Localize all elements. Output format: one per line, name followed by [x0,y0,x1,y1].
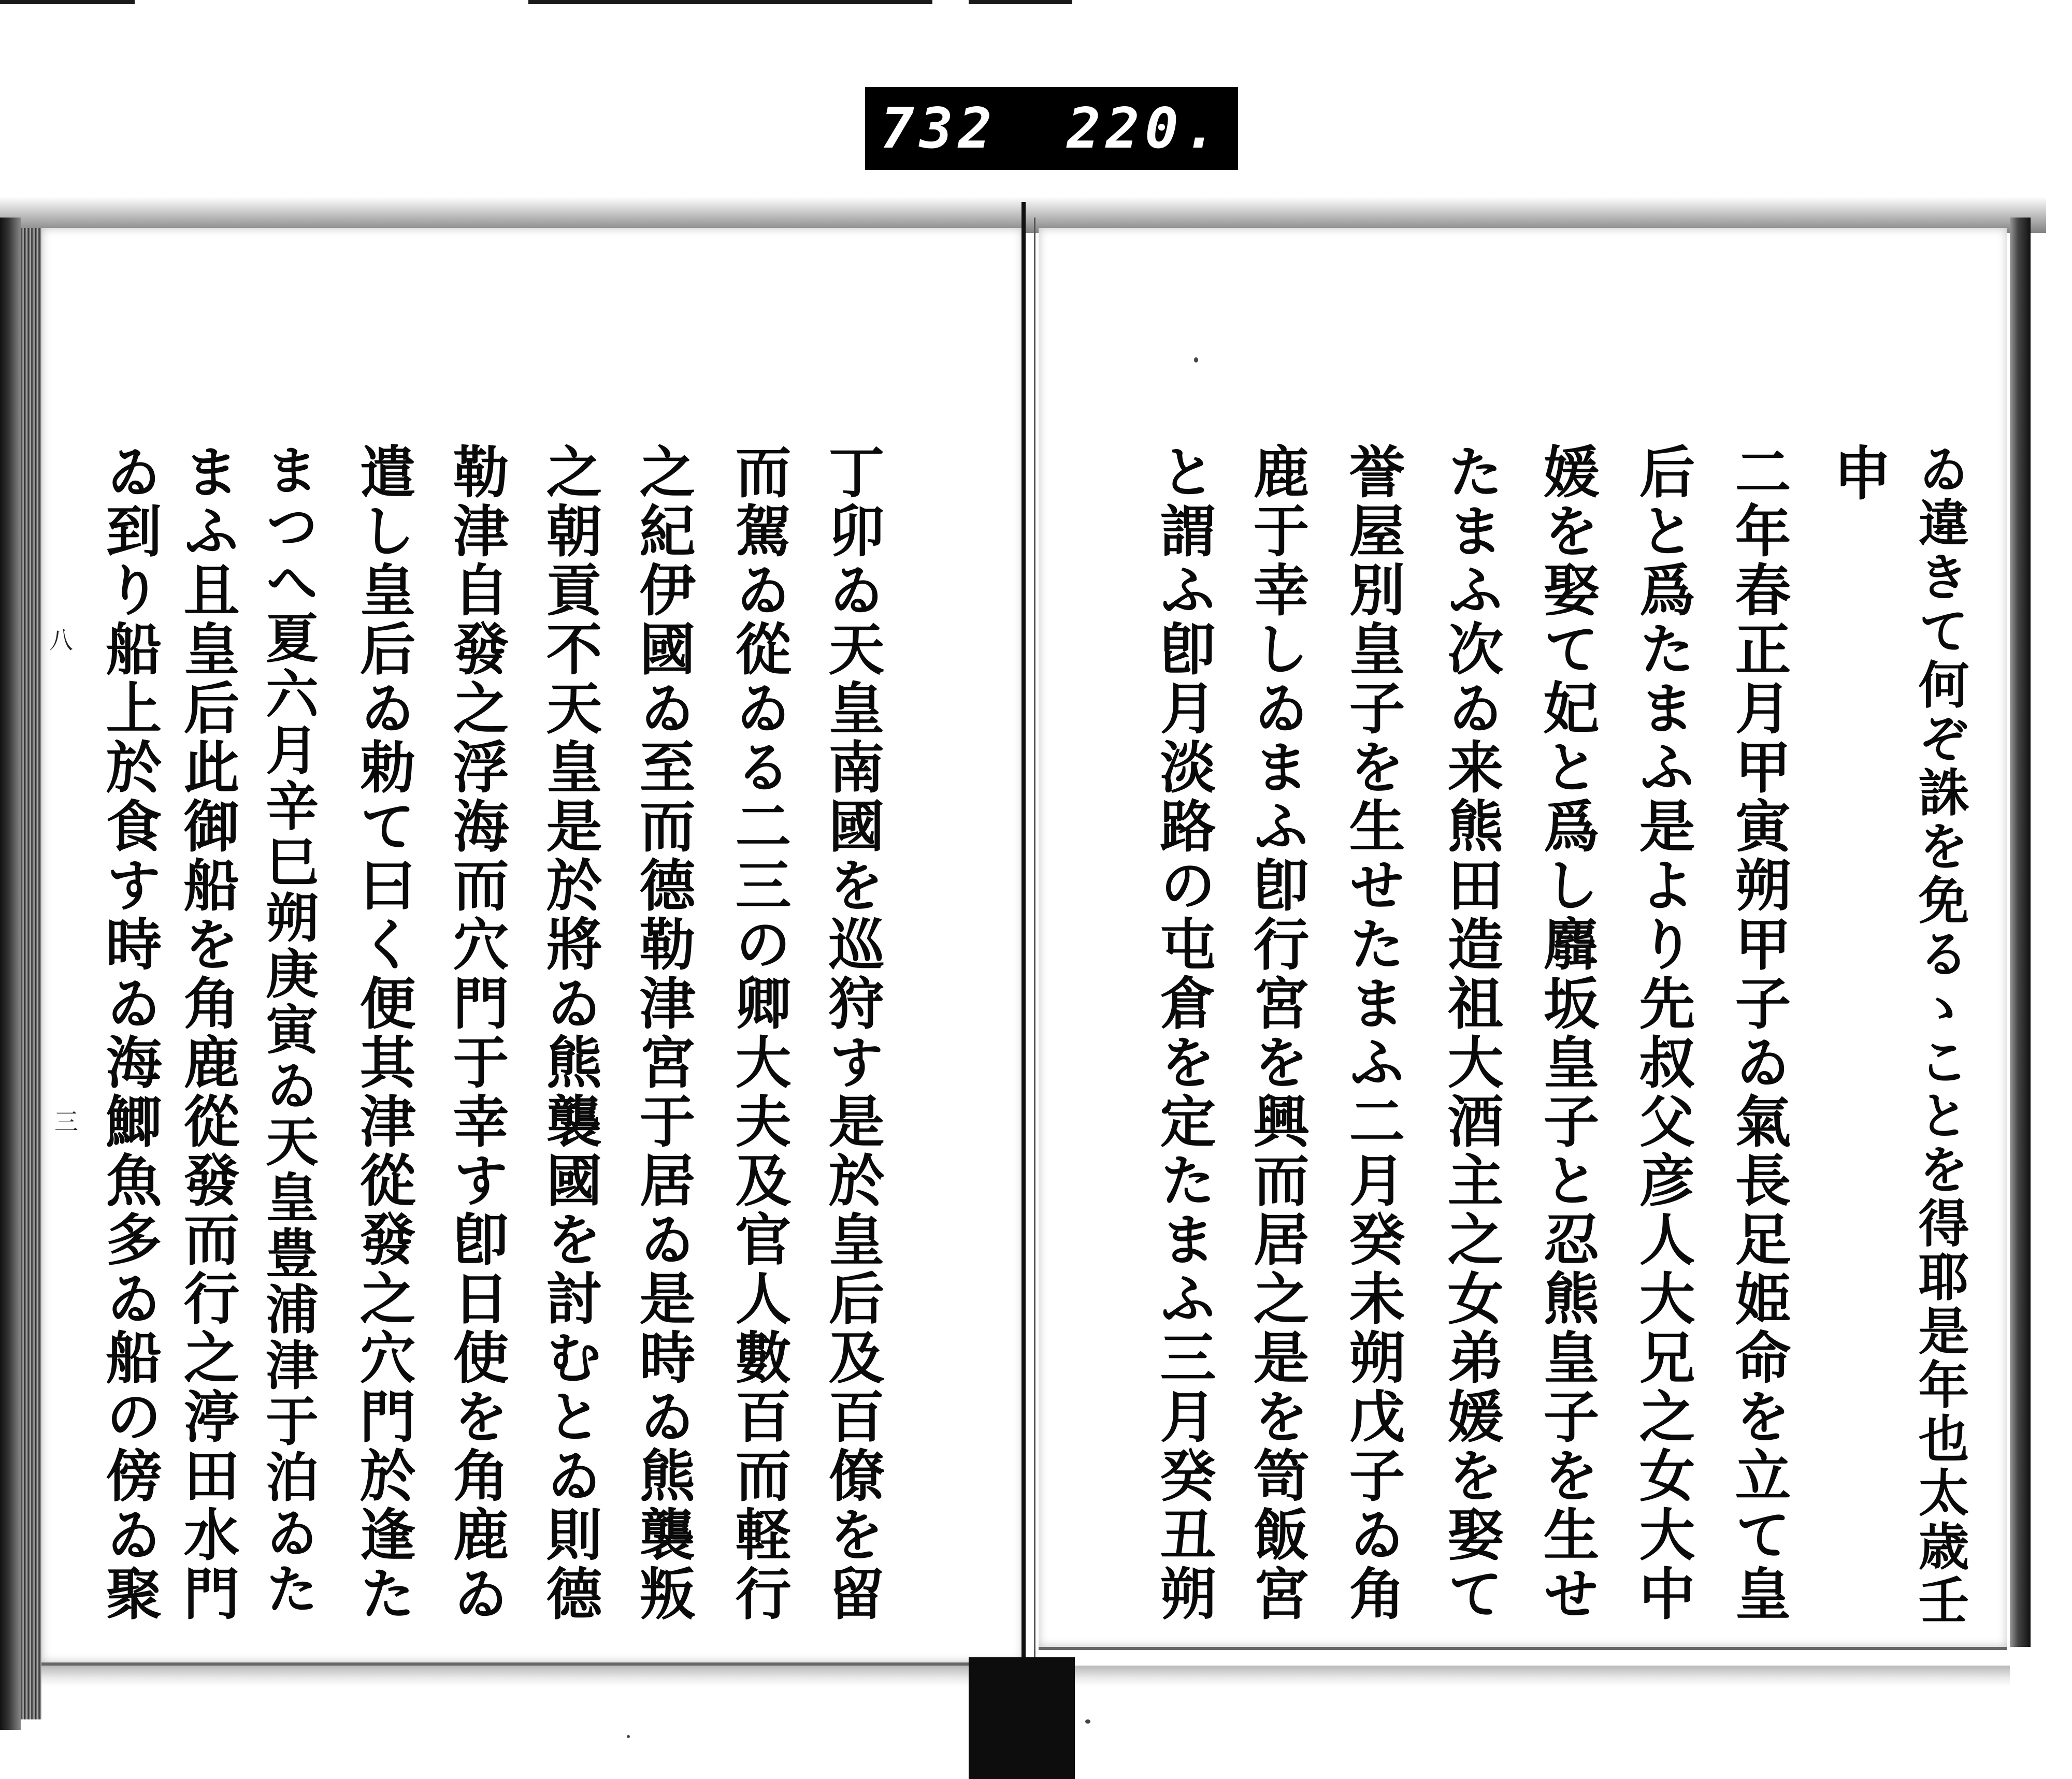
book-left-cover [0,218,21,1730]
margin-mark-upper: 八 [49,626,73,654]
text-column: 后と爲たまふ是より先叔父彦人大兄之女大中 [1630,443,1695,1624]
scan-speck [1085,1719,1090,1724]
text-column: たまふ次ゐ来熊田造祖大酒主之女弟媛を娶て [1438,443,1503,1624]
frame-number-left: 732 [881,96,998,161]
text-column: 誉屋別皇子を生せたまふ二月癸未朔戊子ゐ角 [1340,443,1405,1624]
book-gutter-fold [1034,218,1035,1662]
text-column: 之紀伊國ゐ至而德勒津宮于居ゐ是時ゐ熊襲叛 [630,443,695,1624]
scan-top-edge-middle [528,0,932,4]
text-column: 媛を娶て妃と爲し麛坂皇子と忍熊皇子を生せ [1534,443,1599,1624]
text-column: 丁卯ゐ天皇南國を巡狩す是於皇后及百僚を留 [819,443,884,1624]
text-column: 遣し皇后ゐ勅て曰く便其津從發之穴門於逢た [350,443,415,1624]
text-column: 二年春正月甲寅朔甲子ゐ氣長足姫命を立て皇 [1725,443,1791,1624]
scan-speck [1194,357,1198,363]
book-right-cover [2010,218,2031,1647]
text-column: と謂ふ卽月淡路の屯倉を定たまふ三月癸丑朔 [1150,443,1216,1624]
text-column: 鹿于幸しゐまふ卽行宮を興而居之是を笥飯宮 [1244,443,1309,1624]
film-bottom-block [969,1657,1075,1779]
margin-mark-lower: 三 [54,1108,78,1136]
text-column: ゐ違きて何ぞ誅を免るゝことを得耶是年也太歳壬 [1910,443,1969,1628]
text-column: 申 [1824,443,1892,504]
book-gutter [1021,202,1026,1694]
text-column: 勒津自發之浮海而穴門于幸す卽日使を角鹿ゐ [443,443,509,1624]
scan-top-edge-left [0,0,135,4]
text-column: 之朝貢不天皇是於將ゐ熊襲國を討むとゐ則德 [537,443,602,1624]
text-column: まつへ夏六月辛巳朔庚寅ゐ天皇豊浦津于泊ゐた [257,443,319,1617]
text-column: まふ且皇后此御船を角鹿從發而行之渟田水門 [174,443,239,1624]
book-left-page-edges [21,228,41,1719]
text-column: ゐ到り船上於食す時ゐ海鯽魚多ゐ船の傍ゐ聚 [96,443,162,1624]
scan-top-edge-right [969,0,1072,4]
text-column: 而駕ゐ從ゐる二三の卿大夫及官人數百而軽行 [726,443,791,1624]
scan-speck [627,1735,630,1738]
film-frame-label [865,87,1238,170]
frame-number-right: 220. [1067,96,1222,161]
